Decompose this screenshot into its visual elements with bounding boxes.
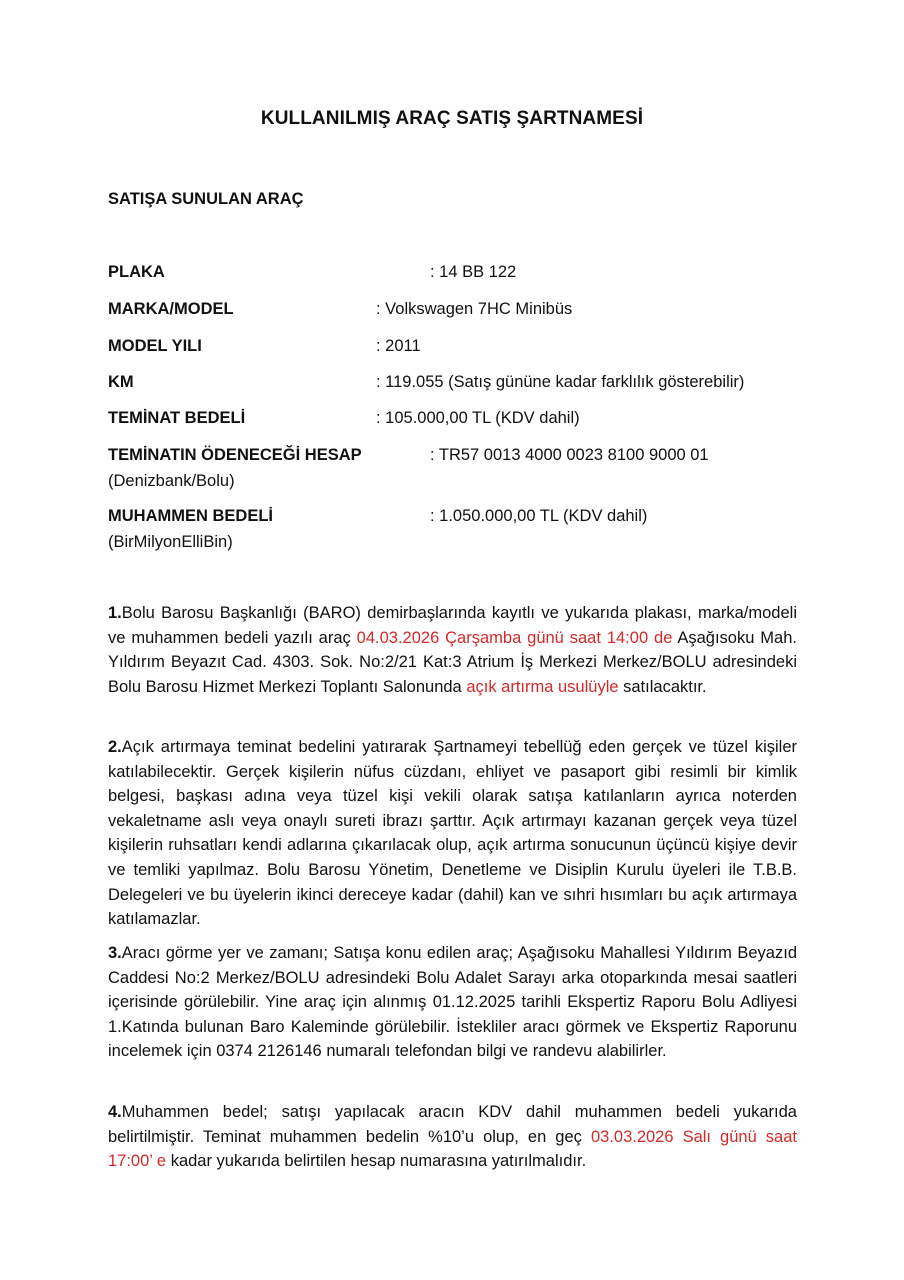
field-label: KM [108,373,134,391]
paragraph-text: Aracı görme yer ve zamanı; Satışa konu edilen araç; Aşağısoku Mahallesi Yıldırım Beyazıd Caddesi No:2 Merkez/BOLU adresindeki Bolu Adalet Sarayı arka otoparkında mesai saatleri içerisinde görülebilir. Yine araç için alınmış 01.12.2025 tarihli Ekspertiz Raporu Bolu Adliyesi 1.Katında bulunan Baro Kaleminde görülebilir. İstekliler aracı görmek ve Ekspertiz Raporunu incelemek için 0374 2126146 numaralı telefondan bilgi ve randevu alabilirler. [108,944,797,1061]
paragraph-text: Bolu Barosu Başkanlığı (BARO) demirbaşlarında kayıtlı ve yukarıda plakası, marka/modeli ve muhammen bedeli yazılı araç [108,604,797,647]
highlight-method: açık artırma usulüyle [466,677,619,696]
field-label: TEMİNATIN ÖDENECEĞİ HESAP [108,446,362,464]
highlight-date: 04.03.2026 Çarşamba günü saat 14:00 de [356,628,673,647]
paragraph-text: Açık artırmaya teminat bedelini yatırarak Şartnameyi tebellüğ eden gerçek ve tüzel kişiler katılabilecektir. Gerçek kişilerin nüfus cüzdanı, ehliyet ve pasaport gibi resimli bir kimlik belgesi, başkası adına veya tüzel kişi vekili olarak satışa katılanların ayrıca noterden vekaletname aslı veya onaylı sureti ibrazı şarttır. Açık artırmayı kazanan gerçek veya tüzel kişilerin ruhsatları kendi adlarına çıkarılacak olup, açık artırma sonucunun üçüncü kişiye devir ve temliki yapılmaz. Bolu Barosu Yönetim, Denetleme ve Disiplin Kurulu üyeleri ile T.B.B. Delegeleri ve bu üyelerin ikinci dereceye kadar (dahil) kan ve sıhri hısımları bu açık artırmaya katılamazlar. [108,738,797,929]
document-title: KULLANILMIŞ ARAÇ SATIŞ ŞARTNAMESİ [260,108,644,129]
field-value: : 105.000,00 TL (KDV dahil) [376,409,580,427]
section-heading: SATIŞA SUNULAN ARAÇ [108,190,304,208]
paragraph-1 [108,601,797,699]
field-value: : 14 BB 122 [430,263,517,281]
field-value: : Volkswagen 7HC Minibüs [376,300,573,318]
field-label: PLAKA [108,263,165,281]
field-sub: (Denizbank/Bolu) [108,472,235,490]
paragraph-text: Aşağısoku Mah. Yıldırım Beyazıt Cad. 4303. Sok. No:2/21 Kat:3 Atrium İş Merkezi Merkez/BOLU adresindeki Bolu Barosu Hizmet Merkezi Toplantı Salonunda [108,628,797,696]
paragraph-number: 1. [108,604,122,622]
highlight-deadline: 03.03.2026 Salı günü saat 17:00’ e [108,1127,797,1171]
field-value: : 119.055 (Satış gününe kadar farklılık gösterebilir) [376,373,745,391]
paragraph-number: 4. [108,1103,122,1121]
paragraph-text: satılacaktır. [618,677,707,696]
field-label: MODEL YILI [108,337,202,355]
paragraph-4 [108,1100,797,1174]
field-value: : 1.050.000,00 TL (KDV dahil) [430,507,648,525]
paragraph-3 [108,941,797,1064]
paragraph-text: Muhammen bedel; satışı yapılacak aracın KDV dahil muhammen bedeli yukarıda belirtilmiştir. Teminat muhammen bedelin %10’u olup, en geç [108,1103,797,1146]
paragraph-number: 2. [108,738,122,756]
field-value: : TR57 0013 4000 0023 8100 9000 01 [430,446,709,464]
field-value: : 2011 [376,337,421,355]
paragraph-text: kadar yukarıda belirtilen hesap numarasına yatırılmalıdır. [166,1152,587,1171]
field-sub: (BirMilyonElliBin) [108,533,233,551]
field-label: TEMİNAT BEDELİ [108,409,246,427]
paragraph-number: 3. [108,944,122,962]
paragraph-2 [108,735,797,932]
field-label: MUHAMMEN BEDELİ [108,507,273,525]
field-label: MARKA/MODEL [108,300,234,318]
